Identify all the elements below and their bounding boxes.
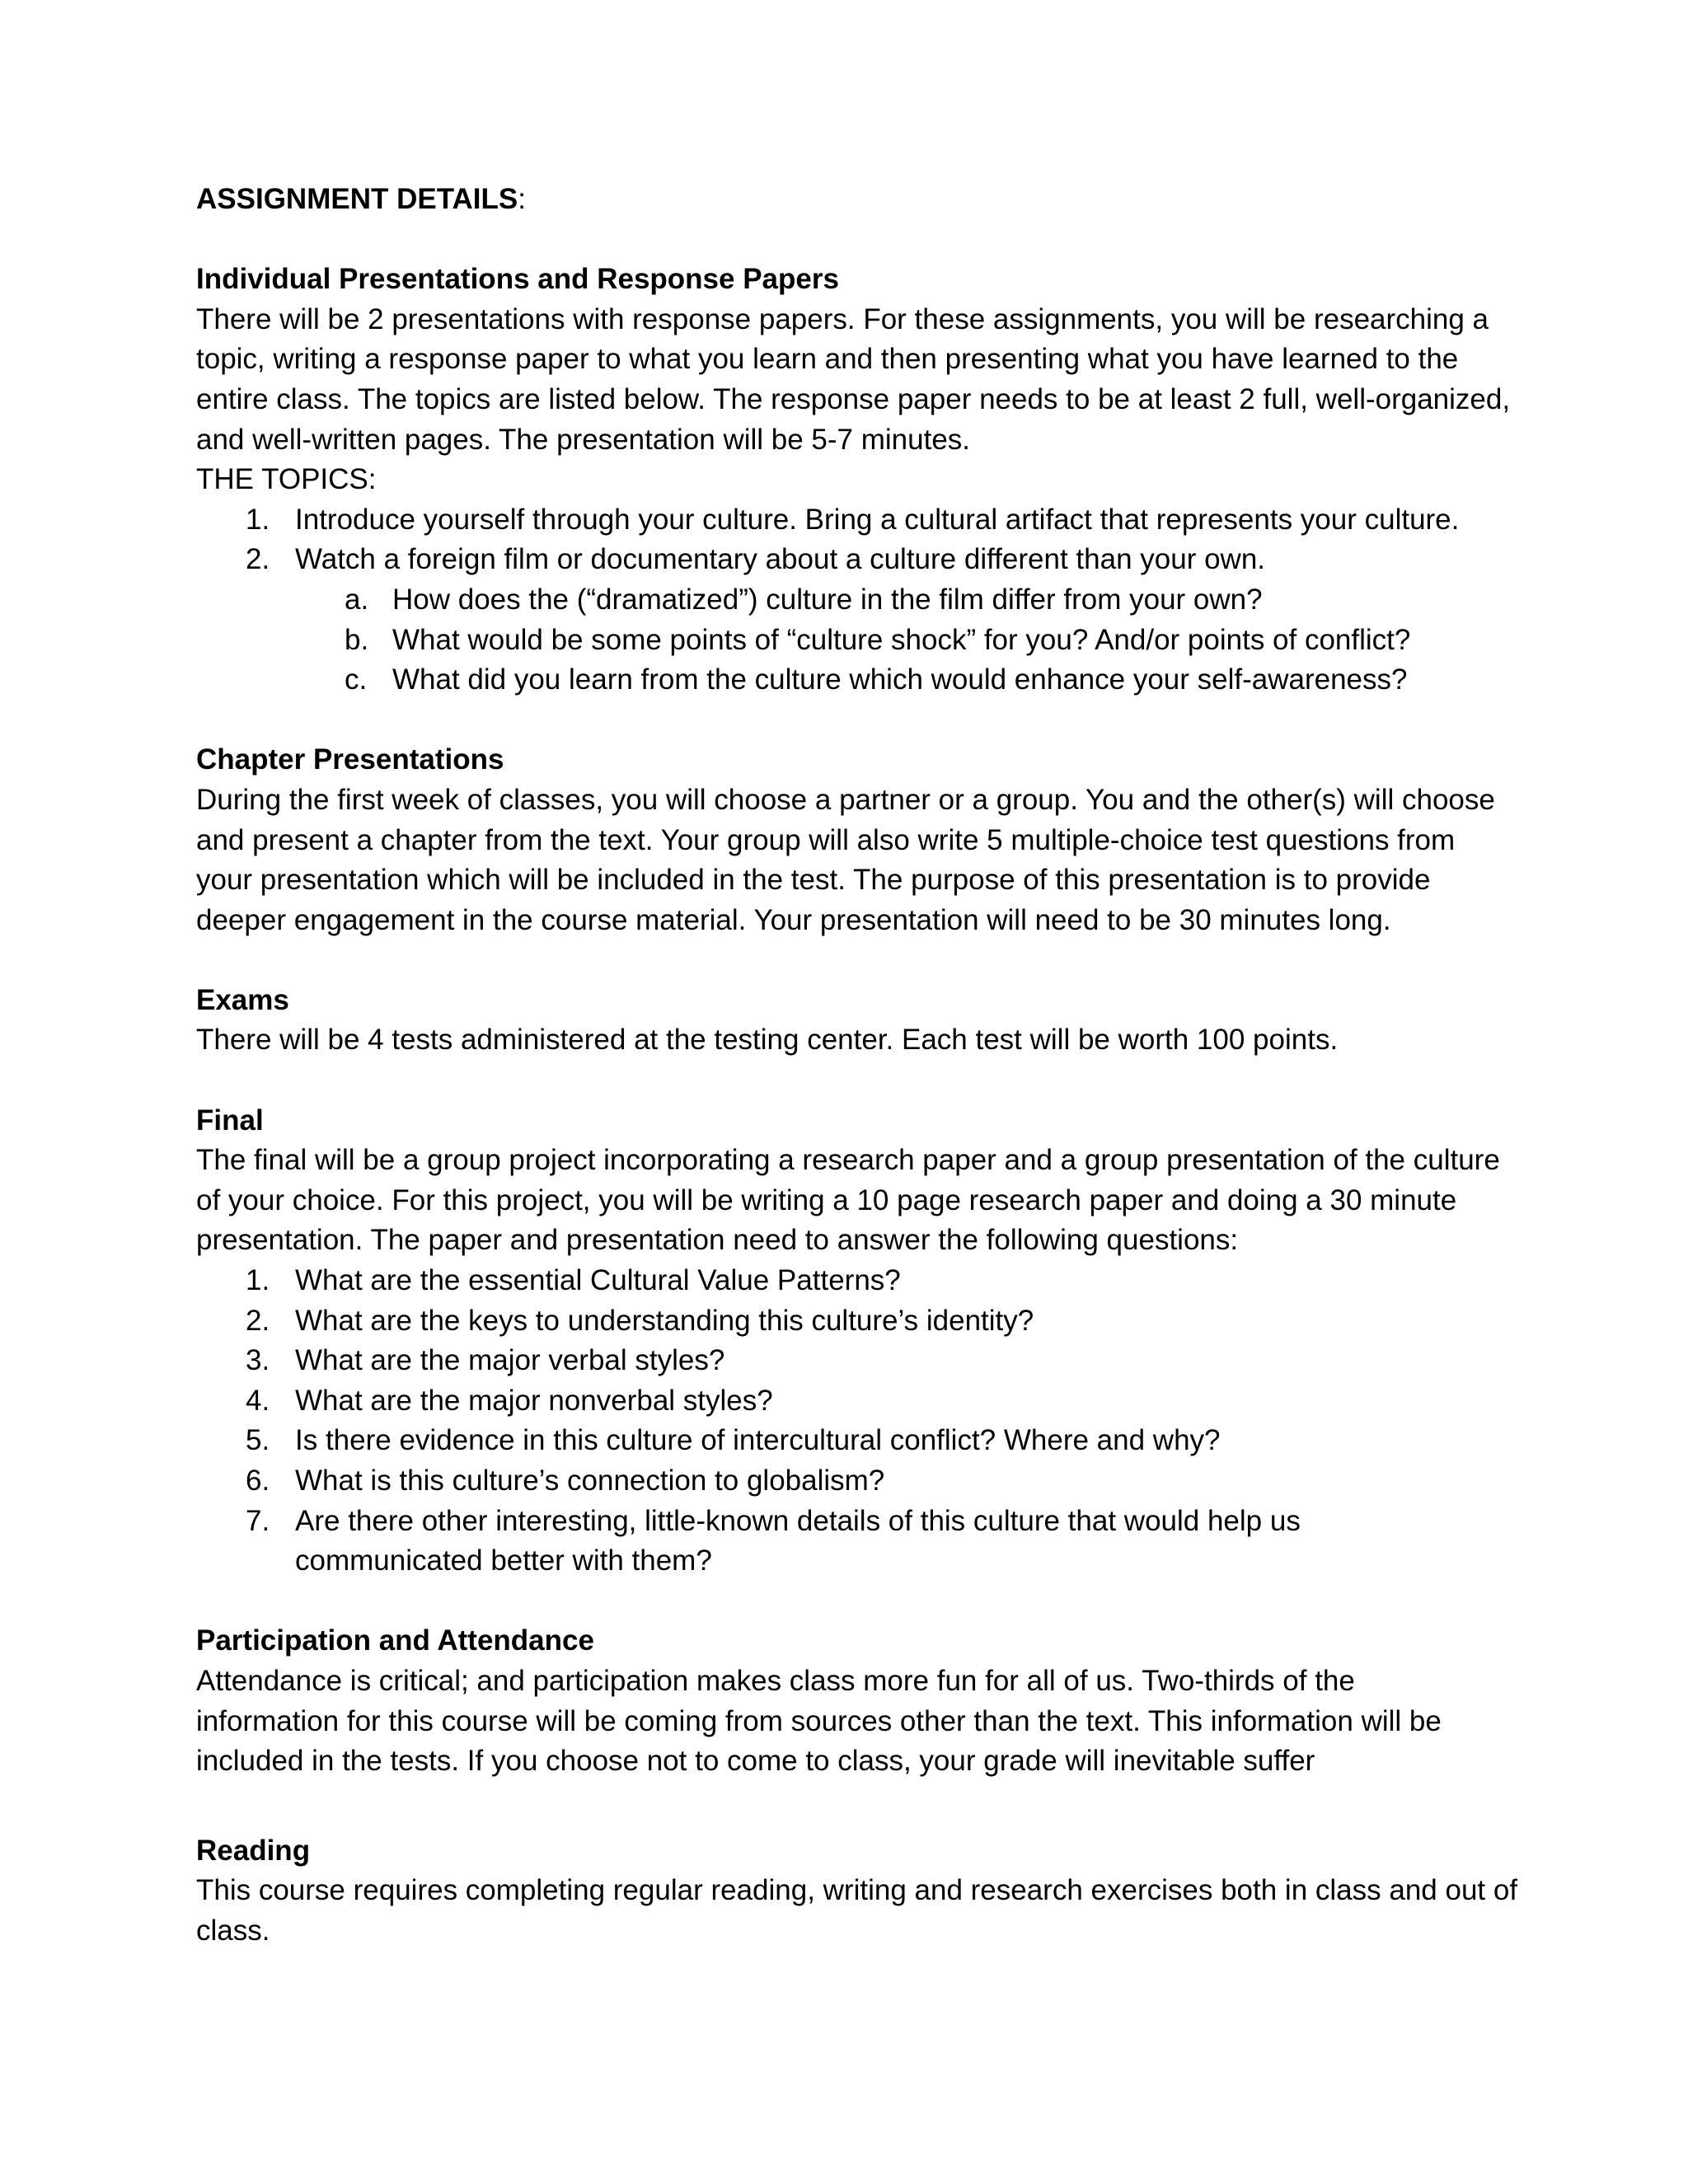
list-text: What are the major verbal styles?: [295, 1344, 725, 1377]
list-text: What would be some points of “culture shock” for you? And/or points of conflict?: [392, 623, 1411, 656]
paragraph-line: and well-written pages. The presentation will be 5-7 minutes.: [196, 423, 971, 456]
topics-label: THE TOPICS:: [196, 463, 377, 496]
list-number: 7.: [246, 1504, 270, 1537]
list-number: 2.: [246, 543, 270, 576]
list-text: How does the (“dramatized”) culture in the film differ from your own?: [392, 583, 1263, 616]
paragraph-line: During the first week of classes, you will choose a partner or a group. You and the other(s) will choose: [196, 783, 1495, 816]
list-item: [196, 1421, 1581, 1461]
list-number: 3.: [246, 1344, 270, 1377]
list-letter: a.: [345, 583, 369, 616]
list-number: 4.: [246, 1384, 270, 1417]
section-exams: [196, 981, 1581, 1061]
paragraph-line: and present a chapter from the text. Your group will also write 5 multiple-choice test questions from: [196, 823, 1456, 856]
section-title: Individual Presentations and Response Papers: [196, 263, 839, 296]
sub-list-item: [196, 660, 1581, 701]
paragraph-line: topic, writing a response paper to what you learn and then presenting what you have learned to the: [196, 343, 1459, 376]
section-title: Exams: [196, 983, 289, 1016]
paragraph-line: Attendance is critical; and participation makes class more fun for all of us. Two-thirds of the: [196, 1664, 1355, 1697]
list-item: [196, 1261, 1581, 1301]
paragraph-line: This course requires completing regular reading, writing and research exercises both in class and out of: [196, 1874, 1518, 1907]
paragraph-line: There will be 2 presentations with response papers. For these assignments, you will be researching a: [196, 302, 1489, 335]
list-item: [196, 1301, 1581, 1342]
list-item: [196, 1381, 1581, 1422]
list-item: [196, 1461, 1581, 1502]
section-title: Reading: [196, 1834, 311, 1867]
document-page: [196, 180, 1581, 1952]
list-item: [196, 1502, 1581, 1542]
list-text: What is this culture’s connection to globalism?: [295, 1465, 885, 1497]
section-final: [196, 1101, 1581, 1582]
paragraph-line: information for this course will be coming from sources other than the text. This information will be: [196, 1704, 1442, 1737]
section-presentations: [196, 260, 1581, 701]
list-item: [196, 500, 1581, 541]
paragraph-line: The final will be a group project incorporating a research paper and a group presentation of the culture: [196, 1144, 1500, 1177]
list-item-continuation: communicated better with them?: [295, 1544, 712, 1577]
list-number: 1.: [246, 1264, 270, 1297]
list-text: Is there evidence in this culture of intercultural conflict? Where and why?: [295, 1424, 1221, 1457]
paragraph-line: your presentation which will be included in the test. The purpose of this presentation is to provide: [196, 864, 1431, 897]
list-text: What are the essential Cultural Value Patterns?: [295, 1264, 901, 1297]
paragraph-line: There will be 4 tests administered at the testing center. Each test will be worth 100 points.: [196, 1024, 1339, 1057]
paragraph-line: included in the tests. If you choose not to come to class, your grade will inevitable suffer: [196, 1745, 1315, 1778]
paragraph-line: entire class. The topics are listed below. The response paper needs to be at least 2 full, well-organized,: [196, 382, 1511, 415]
list-item: [196, 1341, 1581, 1381]
document-heading: [196, 180, 1581, 220]
section-title: Final: [196, 1104, 264, 1137]
section-title: Chapter Presentations: [196, 743, 504, 776]
sub-list-item: [196, 580, 1581, 621]
section-title: Participation and Attendance: [196, 1624, 594, 1657]
section-participation: [196, 1621, 1581, 1781]
section-reading: [196, 1831, 1581, 1952]
heading-colon: :: [518, 183, 526, 215]
heading-text: ASSIGNMENT DETAILS: [196, 183, 518, 215]
paragraph-line: of your choice. For this project, you will be writing a 10 page research paper and doing a 30 minute: [196, 1183, 1457, 1216]
list-number: 6.: [246, 1465, 270, 1497]
sub-list-item: [196, 621, 1581, 661]
list-text: What are the major nonverbal styles?: [295, 1384, 773, 1417]
list-text: Watch a foreign film or documentary about a culture different than your own.: [295, 543, 1266, 576]
list-item: [196, 540, 1581, 580]
list-text: Are there other interesting, little-known details of this culture that would help us: [295, 1504, 1301, 1537]
paragraph-line: class.: [196, 1914, 270, 1947]
section-chapter-presentations: [196, 740, 1581, 940]
list-letter: b.: [345, 623, 369, 656]
list-text: Introduce yourself through your culture. Bring a cultural artifact that represents your culture.: [295, 503, 1460, 536]
paragraph-line: presentation. The paper and presentation need to answer the following questions:: [196, 1224, 1239, 1257]
list-number: 1.: [246, 503, 270, 536]
list-text: What did you learn from the culture which would enhance your self-awareness?: [392, 663, 1408, 696]
list-number: 5.: [246, 1424, 270, 1457]
list-number: 2.: [246, 1304, 270, 1337]
list-letter: c.: [345, 663, 368, 696]
paragraph-line: deeper engagement in the course material. Your presentation will need to be 30 minutes long.: [196, 903, 1391, 936]
list-text: What are the keys to understanding this culture’s identity?: [295, 1304, 1034, 1337]
